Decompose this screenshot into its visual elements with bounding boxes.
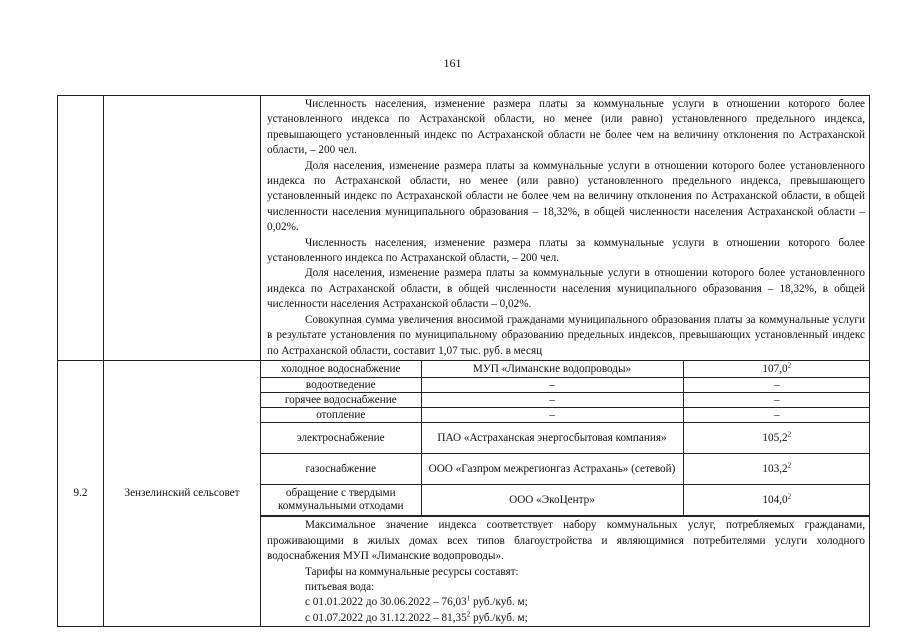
paragraph-5: Совокупная сумма увеличения вносимой гражданами муниципального образования платы за коммунальные услуги в результате установления по муниципальному образованию предельных индексов, превышающих установленный индекс по Астраханской области, составит 1,07 тыс. руб. в месяц <box>267 313 865 357</box>
service-provider: ООО «ЭкоЦентр» <box>421 485 683 516</box>
index-value-cell <box>683 361 870 378</box>
index-value: 105,2 <box>762 431 788 444</box>
footnote-mark: 2 <box>466 610 471 619</box>
service-row <box>261 454 870 485</box>
tariff-text-block <box>261 516 869 626</box>
tariff-line-2-unit: руб./куб. м; <box>470 611 528 624</box>
index-value-cell <box>683 423 870 454</box>
services-cell <box>261 360 870 626</box>
section-number: 9.2 <box>58 360 104 626</box>
service-name: отопление <box>261 408 421 423</box>
population-text-cell <box>261 96 870 361</box>
service-row <box>261 408 870 423</box>
service-name: обращение с твердыми коммунальными отходами <box>261 485 421 516</box>
footnote-mark: 2 <box>787 360 792 369</box>
service-name: электроснабжение <box>261 423 421 454</box>
index-value-cell <box>683 408 870 423</box>
index-value-cell <box>683 393 870 408</box>
index-value: 104,0 <box>762 493 788 506</box>
index-value-cell <box>683 485 870 516</box>
resource-name: питьевая вода: <box>305 581 375 594</box>
tariff-line-2-text: с 01.07.2022 до 31.12.2022 – 81,35 <box>305 611 467 624</box>
municipality-name: Зензелинский сельсовет <box>104 360 261 626</box>
paragraph-1: Численность населения, изменение размера платы за коммунальные услуги в отношении которого более установленного индекса по Астраханской области, но менее (или равно) установленного предельного индекса, превышающего установленный индекс по Астраханской области не более чем на величину отклонения по Астраханской области, – 200 чел. <box>267 98 865 157</box>
tariffs-heading: Тарифы на коммунальные ресурсы составят: <box>305 565 519 578</box>
service-row <box>261 393 870 408</box>
service-name: холодное водоснабжение <box>261 361 421 378</box>
paragraph-2: Доля населения, изменение размера платы за коммунальные услуги в отношении которого более установленного индекса по Астраханской области, но менее (или равно) установленного предельного индекса, превышающего установленный индекс по Астраханской области не более чем на величину отклонения по Астраханской области, в общей численности населения муниципального образования – 18,32%, в общей численности населения Астраханской области – 0,02%. <box>267 159 865 234</box>
service-row <box>261 485 870 516</box>
service-name: горячее водоснабжение <box>261 393 421 408</box>
service-provider: – <box>421 408 683 423</box>
service-row <box>261 378 870 393</box>
empty-name-cell <box>104 96 261 361</box>
paragraph-4: Доля населения, изменение размера платы за коммунальные услуги в отношении которого более установленного индекса по Астраханской области, в общей численности населения муниципального образования – 18,32%, в общей численности населения Астраханской области – 0,02%. <box>267 267 865 311</box>
index-value: 107,0 <box>762 362 788 375</box>
service-row <box>261 423 870 454</box>
index-value: – <box>773 378 780 391</box>
service-row <box>261 361 870 378</box>
index-note: Максимальное значение индекса соответствует набору коммунальных услуг, потребляемых гражданами, проживающими в жилых домах всех типов благоустройства и являющимися потребителями услуги холодного водоснабжения МУП «Лиманские водопроводы». <box>267 519 865 563</box>
service-name: газоснабжение <box>261 454 421 485</box>
table-row-section <box>58 360 870 626</box>
page-number: 161 <box>443 56 462 70</box>
index-value: – <box>773 393 780 406</box>
tariff-line-1-unit: руб./куб. м; <box>470 596 528 609</box>
tariff-line-1-text: с 01.01.2022 до 30.06.2022 – 76,03 <box>305 596 467 609</box>
service-provider: ООО «Газпром межрегионгаз Астрахань» (сетевой) <box>421 454 683 485</box>
footnote-mark: 1 <box>466 594 471 603</box>
service-provider: – <box>421 393 683 408</box>
service-provider: ПАО «Астраханская энергосбытовая компания» <box>421 423 683 454</box>
index-value: 103,2 <box>762 462 788 475</box>
footnote-mark: 2 <box>787 492 792 501</box>
paragraph-3: Численность населения, изменение размера платы за коммунальные услуги в отношении которого более установленного индекса по Астраханской области, – 200 чел. <box>267 236 865 265</box>
index-value-cell <box>683 378 870 393</box>
footnote-mark: 2 <box>787 461 792 470</box>
footnote-mark: 2 <box>787 430 792 439</box>
service-provider: – <box>421 378 683 393</box>
services-table <box>261 361 870 517</box>
service-provider: МУП «Лиманские водопроводы» <box>421 361 683 378</box>
table-row-top <box>58 96 870 361</box>
service-name: водоотведение <box>261 378 421 393</box>
document-table <box>57 95 870 627</box>
index-value-cell <box>683 454 870 485</box>
tariff-line-1 <box>267 595 865 610</box>
empty-number-cell <box>58 96 104 361</box>
index-value: – <box>773 408 780 421</box>
tariff-line-2 <box>267 611 865 626</box>
